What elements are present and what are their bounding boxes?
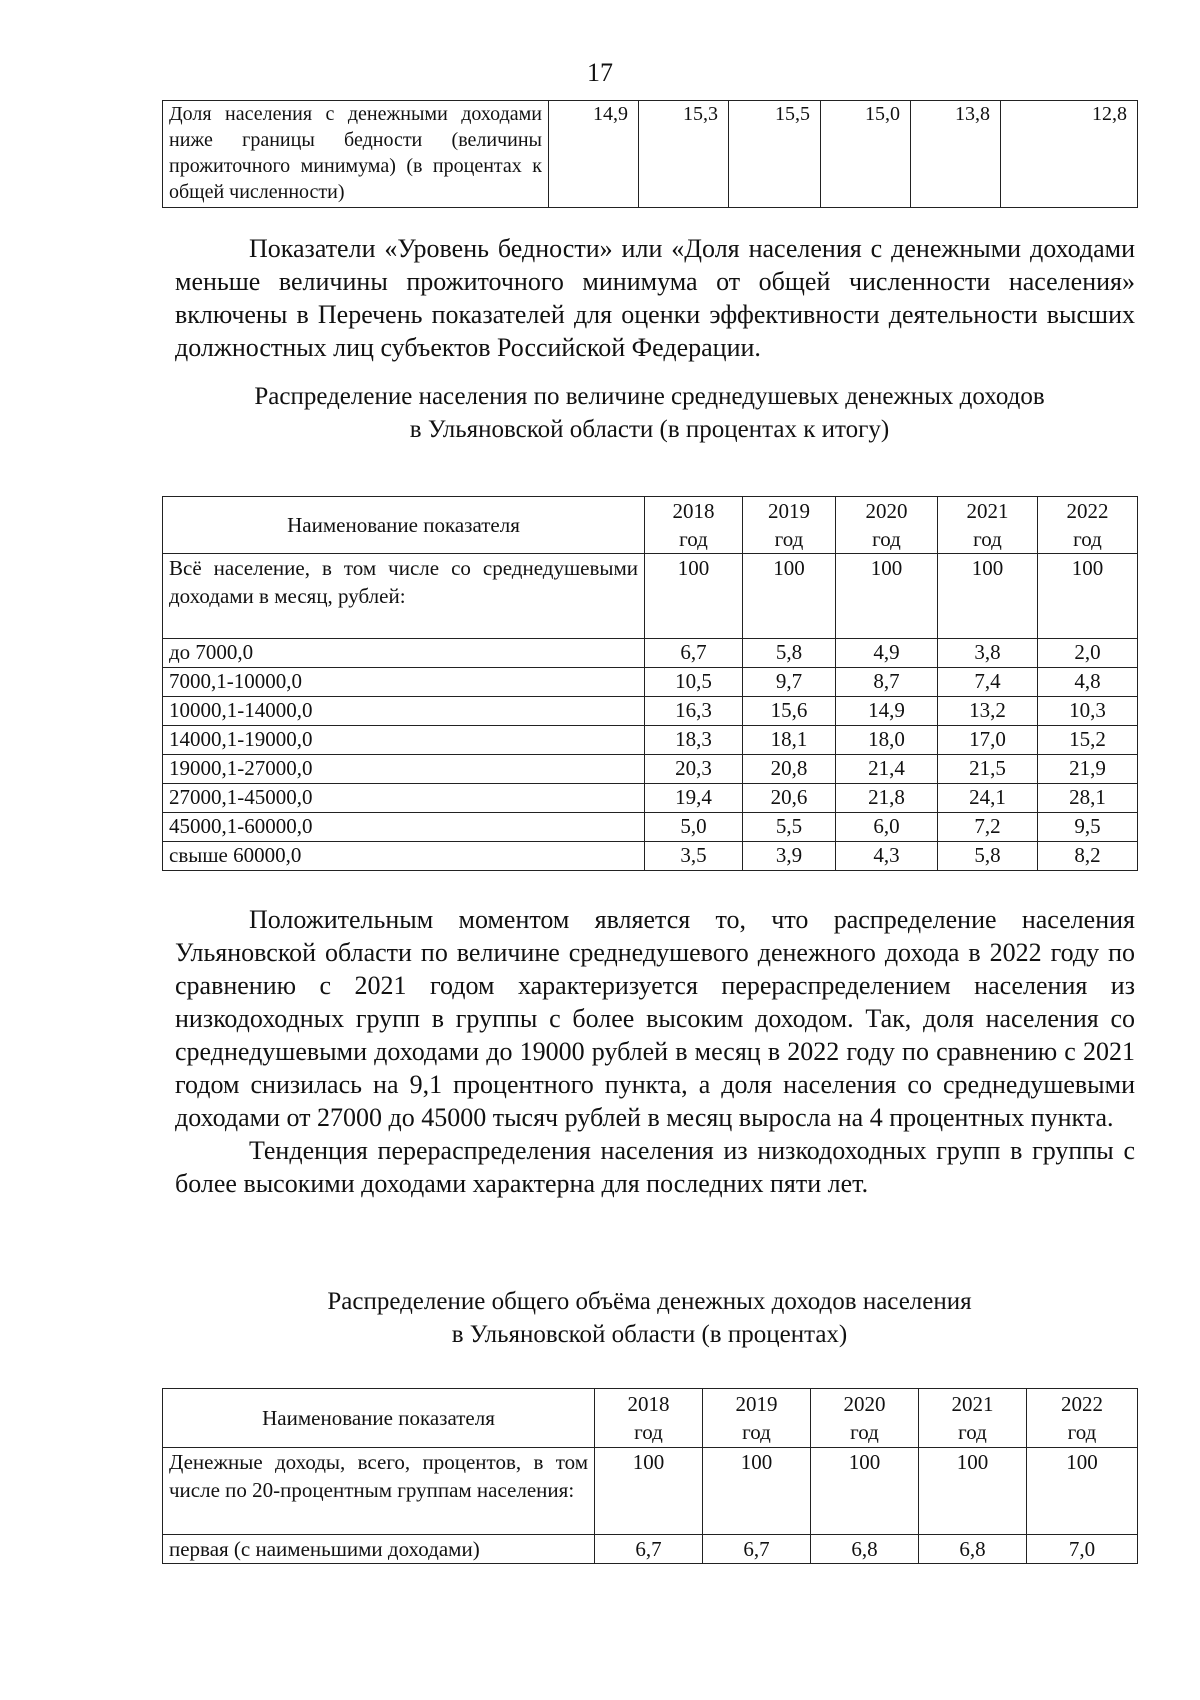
table-cell-value: 100 bbox=[811, 1448, 919, 1535]
table-cell-label: до 7000,0 bbox=[163, 639, 645, 668]
table-cell-label: 45000,1-60000,0 bbox=[163, 813, 645, 842]
table-row bbox=[163, 697, 1138, 726]
table-cell-value: 5,0 bbox=[645, 813, 743, 842]
table-row bbox=[163, 755, 1138, 784]
heading-line: Распределение населения по величине среднедушевых денежных доходов bbox=[254, 383, 1045, 410]
table-cell-label: Всё население, в том числе со среднедушевыми доходами в месяц, рублей: bbox=[163, 554, 645, 639]
table-row bbox=[163, 842, 1138, 871]
table-row bbox=[163, 726, 1138, 755]
table-cell-value: 13,8 bbox=[911, 101, 1001, 208]
table-row bbox=[163, 1535, 1138, 1564]
table-cell-label: 7000,1-10000,0 bbox=[163, 668, 645, 697]
table-cell-value: 10,5 bbox=[645, 668, 743, 697]
table-cell-value: 18,3 bbox=[645, 726, 743, 755]
table-cell-value: 13,2 bbox=[938, 697, 1038, 726]
total-income-heading bbox=[162, 1285, 1137, 1351]
table-cell-label: первая (с наименьшими доходами) bbox=[163, 1535, 595, 1564]
table-cell-value: 15,6 bbox=[743, 697, 836, 726]
column-header-year: 2018 год bbox=[595, 1389, 703, 1448]
table-cell-value: 16,3 bbox=[645, 697, 743, 726]
table-cell-value: 18,0 bbox=[836, 726, 938, 755]
table-cell-value: 5,8 bbox=[743, 639, 836, 668]
table-cell-value: 6,8 bbox=[811, 1535, 919, 1564]
table-cell-value: 21,8 bbox=[836, 784, 938, 813]
table-cell-value: 24,1 bbox=[938, 784, 1038, 813]
table-cell-value: 19,4 bbox=[645, 784, 743, 813]
table-cell-label: 10000,1-14000,0 bbox=[163, 697, 645, 726]
table-header-row bbox=[163, 1389, 1138, 1448]
table-cell-value: 20,8 bbox=[743, 755, 836, 784]
table-cell-value: 12,8 bbox=[1001, 101, 1138, 208]
table-cell-value: 21,4 bbox=[836, 755, 938, 784]
table-cell-value: 18,1 bbox=[743, 726, 836, 755]
paragraph-text: Показатели «Уровень бедности» или «Доля населения с денежными доходами меньше величины прожиточного минимума от общей численности населения» включены в Перечень показателей для оценки эффективности деятельности высших должностных лиц субъектов Российской Федерации. bbox=[175, 234, 1135, 362]
table-cell-value: 15,0 bbox=[821, 101, 911, 208]
table-row bbox=[163, 554, 1138, 639]
page-number: 17 bbox=[587, 58, 613, 87]
table-cell-value: 6,0 bbox=[836, 813, 938, 842]
table-cell-value: 15,5 bbox=[729, 101, 821, 208]
column-header-year: 2022 год bbox=[1027, 1389, 1138, 1448]
heading-line: Распределение общего объёма денежных доходов населения bbox=[327, 1288, 972, 1315]
table-cell-value: 4,9 bbox=[836, 639, 938, 668]
table-cell-value: 100 bbox=[645, 554, 743, 639]
table-cell-label: 19000,1-27000,0 bbox=[163, 755, 645, 784]
table-cell-value: 6,7 bbox=[703, 1535, 811, 1564]
table-cell-value: 15,2 bbox=[1038, 726, 1138, 755]
table-cell-value: 7,2 bbox=[938, 813, 1038, 842]
table-cell-label: 27000,1-45000,0 bbox=[163, 784, 645, 813]
table-row bbox=[163, 784, 1138, 813]
table-cell-value: 6,7 bbox=[595, 1535, 703, 1564]
table-row bbox=[163, 668, 1138, 697]
column-header-indicator: Наименование показателя bbox=[163, 497, 645, 554]
column-header-year: 2020 год bbox=[811, 1389, 919, 1448]
paragraph-text: Положительным моментом является то, что распределение населения Ульяновской области по величине среднедушевого денежного дохода в 2022 году по сравнению с 2021 годом характеризуется перераспределением населения из низкодоходных групп в группы с более высоким доходом. Так, доля населения со среднедушевыми доходами до 19000 рублей в месяц в 2022 году по сравнению с 2021 годом снизилась на 9,1 процентного пункта, а доля населения со среднедушевыми доходами от 27000 до 45000 тысяч рублей в месяц выросла на 4 процентных пункта. bbox=[175, 905, 1135, 1132]
table-header-row bbox=[163, 497, 1138, 554]
paragraph-poverty-indicators bbox=[175, 232, 1135, 364]
table-cell-value: 100 bbox=[595, 1448, 703, 1535]
table-cell-value: 21,9 bbox=[1038, 755, 1138, 784]
table-cell-value: 20,6 bbox=[743, 784, 836, 813]
table-cell-label: свыше 60000,0 bbox=[163, 842, 645, 871]
table-cell-value: 100 bbox=[919, 1448, 1027, 1535]
table-cell-value: 17,0 bbox=[938, 726, 1038, 755]
column-header-year: 2021 год bbox=[938, 497, 1038, 554]
paragraph-redistribution bbox=[175, 903, 1135, 1200]
table-cell-value: 10,3 bbox=[1038, 697, 1138, 726]
table-cell-label: 14000,1-19000,0 bbox=[163, 726, 645, 755]
income-distribution-table bbox=[162, 496, 1138, 871]
table-row bbox=[163, 639, 1138, 668]
table-cell-value: 100 bbox=[703, 1448, 811, 1535]
table-cell-value: 28,1 bbox=[1038, 784, 1138, 813]
table-cell-value: 8,2 bbox=[1038, 842, 1138, 871]
table-cell-value: 3,9 bbox=[743, 842, 836, 871]
table-cell-value: 3,8 bbox=[938, 639, 1038, 668]
column-header-year: 2019 год bbox=[743, 497, 836, 554]
table-cell-value: 7,0 bbox=[1027, 1535, 1138, 1564]
table-cell-value: 2,0 bbox=[1038, 639, 1138, 668]
poverty-share-table bbox=[162, 100, 1138, 208]
table-cell-value: 5,5 bbox=[743, 813, 836, 842]
table-cell-value: 100 bbox=[1038, 554, 1138, 639]
table-cell-value: 20,3 bbox=[645, 755, 743, 784]
table-cell-value: 9,5 bbox=[1038, 813, 1138, 842]
column-header-year: 2019 год bbox=[703, 1389, 811, 1448]
heading-line: в Ульяновской области (в процентах к итогу) bbox=[409, 416, 890, 443]
table-row bbox=[163, 813, 1138, 842]
table-cell-label: Денежные доходы, всего, процентов, в том числе по 20-процентным группам населения: bbox=[163, 1448, 595, 1535]
table-cell-value: 15,3 bbox=[639, 101, 729, 208]
column-header-year: 2022 год bbox=[1038, 497, 1138, 554]
column-header-year: 2020 год bbox=[836, 497, 938, 554]
table-row bbox=[163, 1448, 1138, 1535]
table-cell-value: 6,7 bbox=[645, 639, 743, 668]
total-income-table bbox=[162, 1388, 1138, 1564]
heading-line: в Ульяновской области (в процентах) bbox=[451, 1321, 848, 1348]
table-cell-value: 6,8 bbox=[919, 1535, 1027, 1564]
table-cell-value: 14,9 bbox=[549, 101, 639, 208]
column-header-year: 2021 год bbox=[919, 1389, 1027, 1448]
income-distribution-heading bbox=[162, 380, 1137, 446]
table-cell-value: 100 bbox=[938, 554, 1038, 639]
table-row bbox=[163, 101, 1138, 208]
paragraph-text: Тенденция перераспределения населения из низкодоходных групп в группы с более высокими доходами характерна для последних пяти лет. bbox=[175, 1136, 1135, 1198]
table-cell-value: 8,7 bbox=[836, 668, 938, 697]
table-cell-value: 100 bbox=[743, 554, 836, 639]
table-cell-value: 100 bbox=[1027, 1448, 1138, 1535]
column-header-year: 2018 год bbox=[645, 497, 743, 554]
table-cell-label: Доля населения с денежными доходами ниже границы бедности (величины прожиточного минимума) (в процентах к общей численности) bbox=[163, 101, 549, 208]
table-cell-value: 21,5 bbox=[938, 755, 1038, 784]
table-cell-value: 3,5 bbox=[645, 842, 743, 871]
table-cell-value: 14,9 bbox=[836, 697, 938, 726]
table-cell-value: 5,8 bbox=[938, 842, 1038, 871]
table-cell-value: 4,8 bbox=[1038, 668, 1138, 697]
table-cell-value: 9,7 bbox=[743, 668, 836, 697]
table-cell-value: 4,3 bbox=[836, 842, 938, 871]
table-cell-value: 7,4 bbox=[938, 668, 1038, 697]
column-header-indicator: Наименование показателя bbox=[163, 1389, 595, 1448]
table-cell-value: 100 bbox=[836, 554, 938, 639]
